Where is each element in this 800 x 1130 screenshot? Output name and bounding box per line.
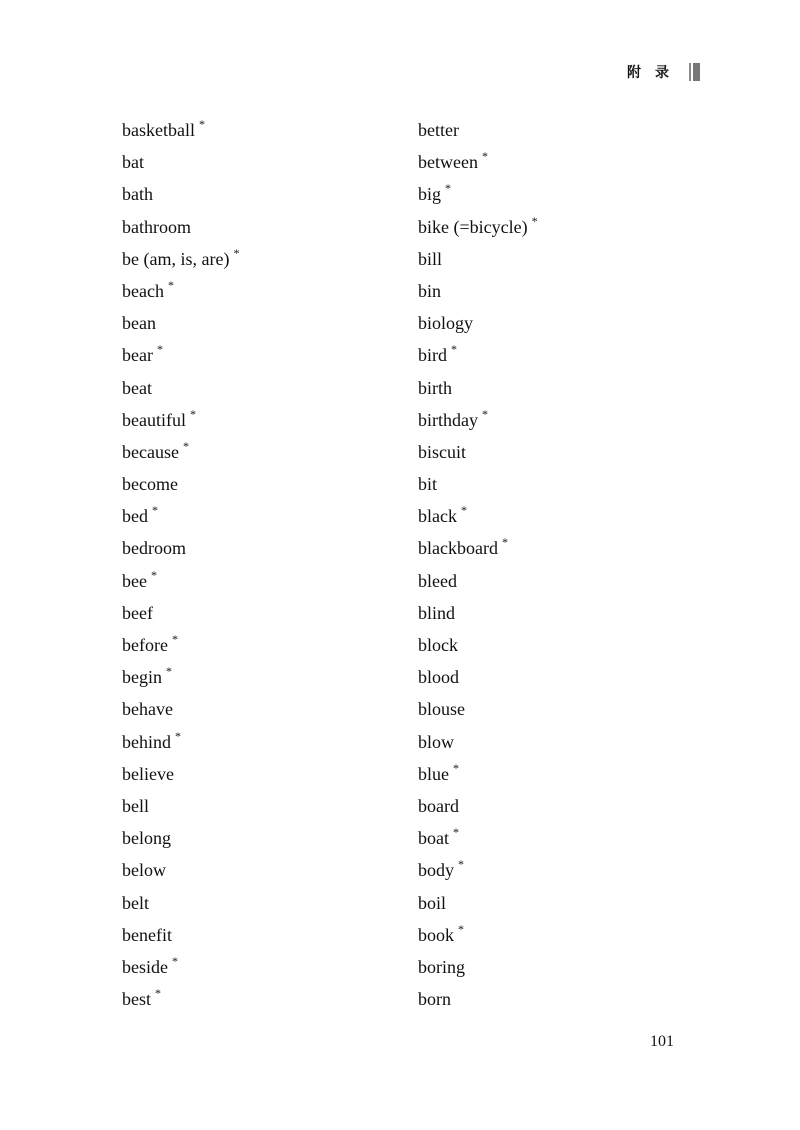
word-entry — [418, 854, 708, 886]
word-entry — [418, 565, 708, 597]
required-word-marker: * — [189, 406, 196, 421]
word-entry — [418, 597, 708, 629]
header-bar-thin — [689, 63, 691, 81]
required-word-marker: * — [198, 117, 205, 131]
word-text: biscuit — [418, 441, 466, 462]
word-text: between — [418, 152, 478, 173]
word-entry — [122, 178, 412, 210]
required-word-marker: * — [531, 213, 538, 228]
word-text: bathroom — [122, 216, 191, 237]
word-entry — [418, 951, 708, 983]
word-text: blow — [418, 731, 454, 752]
required-word-marker: * — [453, 760, 459, 775]
word-text: boring — [418, 956, 465, 977]
word-text: benefit — [122, 924, 172, 945]
word-text: bit — [418, 474, 438, 495]
word-entry — [418, 307, 708, 339]
word-entry — [122, 661, 412, 693]
word-entry — [122, 114, 412, 146]
required-word-marker: * — [460, 503, 467, 518]
word-entry — [122, 500, 412, 532]
word-text: because — [122, 441, 179, 462]
word-text: beside — [122, 956, 168, 977]
word-text: black — [418, 506, 457, 527]
required-word-marker: * — [155, 986, 161, 1001]
word-entry — [418, 211, 708, 243]
word-text: bike (=bicycle) — [418, 216, 528, 237]
word-entry — [122, 758, 412, 790]
page-number: 101 — [650, 1033, 674, 1050]
word-entry — [122, 726, 412, 758]
word-text: bed — [122, 506, 148, 527]
header-bar-thick — [693, 63, 700, 81]
word-entry — [122, 436, 412, 468]
word-entry — [122, 629, 412, 661]
word-text: begin — [122, 667, 162, 688]
word-entry — [122, 983, 412, 1015]
word-list-left-column — [122, 114, 412, 1015]
word-entry — [122, 404, 412, 436]
word-text: be (am, is, are) — [122, 248, 230, 269]
word-entry — [418, 629, 708, 661]
required-word-marker: * — [171, 632, 178, 646]
word-text: block — [418, 635, 458, 655]
word-entry — [418, 146, 708, 178]
word-text: believe — [122, 763, 174, 784]
required-word-marker: * — [166, 664, 172, 679]
word-text: beef — [122, 602, 153, 623]
word-entry — [418, 983, 708, 1015]
word-entry — [122, 468, 412, 500]
required-word-marker: * — [182, 438, 189, 453]
word-text: book — [418, 924, 454, 945]
word-list-right-column — [418, 114, 708, 1015]
word-entry — [418, 919, 708, 951]
word-text: board — [418, 795, 459, 816]
word-entry — [418, 114, 708, 146]
word-text: blind — [418, 602, 456, 623]
word-entry — [122, 307, 412, 339]
word-entry — [418, 822, 708, 854]
required-word-marker: * — [451, 342, 457, 357]
word-entry — [122, 146, 412, 178]
required-word-marker: * — [150, 567, 157, 582]
word-entry — [122, 532, 412, 564]
word-text: below — [122, 860, 166, 881]
word-entry — [418, 372, 708, 404]
word-entry — [122, 597, 412, 629]
word-text: blue — [418, 763, 449, 784]
word-text: blood — [418, 667, 460, 688]
word-text: blackboard — [418, 538, 498, 559]
word-text: biology — [418, 313, 474, 334]
required-word-marker: * — [175, 728, 181, 743]
word-text: bin — [418, 280, 442, 301]
word-entry — [122, 211, 412, 243]
word-entry — [122, 887, 412, 919]
word-entry — [418, 790, 708, 822]
word-text: bear — [122, 345, 153, 366]
word-entry — [418, 726, 708, 758]
word-text: born — [418, 989, 451, 1010]
word-entry — [122, 951, 412, 983]
required-word-marker: * — [171, 953, 178, 968]
word-entry — [418, 887, 708, 919]
word-text: bell — [122, 795, 149, 816]
word-text: boil — [418, 892, 447, 913]
word-text: beat — [122, 377, 152, 398]
word-text: birthday — [418, 409, 478, 430]
word-text: beach — [122, 280, 164, 301]
word-text: blouse — [418, 699, 465, 720]
required-word-marker: * — [167, 277, 174, 292]
word-entry — [122, 275, 412, 307]
required-word-marker: * — [501, 535, 508, 550]
word-entry — [418, 339, 708, 371]
word-entry — [418, 436, 708, 468]
word-text: bat — [122, 152, 144, 173]
word-text: bleed — [418, 570, 457, 591]
word-entry — [122, 919, 412, 951]
required-word-marker: * — [453, 825, 459, 840]
word-entry — [418, 275, 708, 307]
word-entry — [418, 178, 708, 210]
required-word-marker: * — [458, 857, 464, 872]
running-header — [627, 62, 700, 82]
word-entry — [418, 404, 708, 436]
required-word-marker: * — [482, 406, 488, 421]
word-text: big — [418, 184, 442, 205]
word-text: beautiful — [122, 409, 186, 430]
header-bar-icon — [689, 63, 700, 81]
word-entry — [418, 243, 708, 275]
word-entry — [122, 790, 412, 822]
word-entry — [418, 532, 708, 564]
word-text: behind — [122, 731, 171, 752]
word-entry — [122, 339, 412, 371]
word-entry — [122, 372, 412, 404]
word-entry — [122, 693, 412, 725]
word-text: basketball — [122, 120, 195, 140]
word-text: birth — [418, 377, 452, 398]
required-word-marker: * — [481, 149, 488, 164]
word-entry — [418, 661, 708, 693]
word-text: body — [418, 860, 454, 881]
required-word-marker: * — [233, 245, 240, 260]
word-entry — [122, 243, 412, 275]
word-text: bill — [418, 248, 443, 269]
required-word-marker: * — [152, 503, 158, 518]
word-text: bath — [122, 184, 153, 205]
word-text: before — [122, 635, 168, 655]
word-text: boat — [418, 828, 449, 849]
word-entry — [418, 758, 708, 790]
required-word-marker: * — [445, 181, 452, 196]
word-entry — [122, 822, 412, 854]
word-entry — [122, 854, 412, 886]
word-text: belt — [122, 892, 149, 913]
word-text: belong — [122, 828, 171, 849]
word-text: bird — [418, 345, 447, 366]
word-entry — [418, 500, 708, 532]
section-title: 附录 — [627, 65, 683, 81]
word-text: bean — [122, 313, 156, 334]
word-entry — [418, 693, 708, 725]
word-text: behave — [122, 699, 173, 720]
required-word-marker: * — [458, 921, 464, 936]
word-text: best — [122, 989, 151, 1010]
required-word-marker: * — [156, 342, 163, 357]
word-text: become — [122, 474, 178, 495]
word-entry — [418, 468, 708, 500]
word-entry — [122, 565, 412, 597]
word-text: better — [418, 120, 459, 140]
word-text: bedroom — [122, 538, 186, 559]
word-text: bee — [122, 570, 147, 591]
